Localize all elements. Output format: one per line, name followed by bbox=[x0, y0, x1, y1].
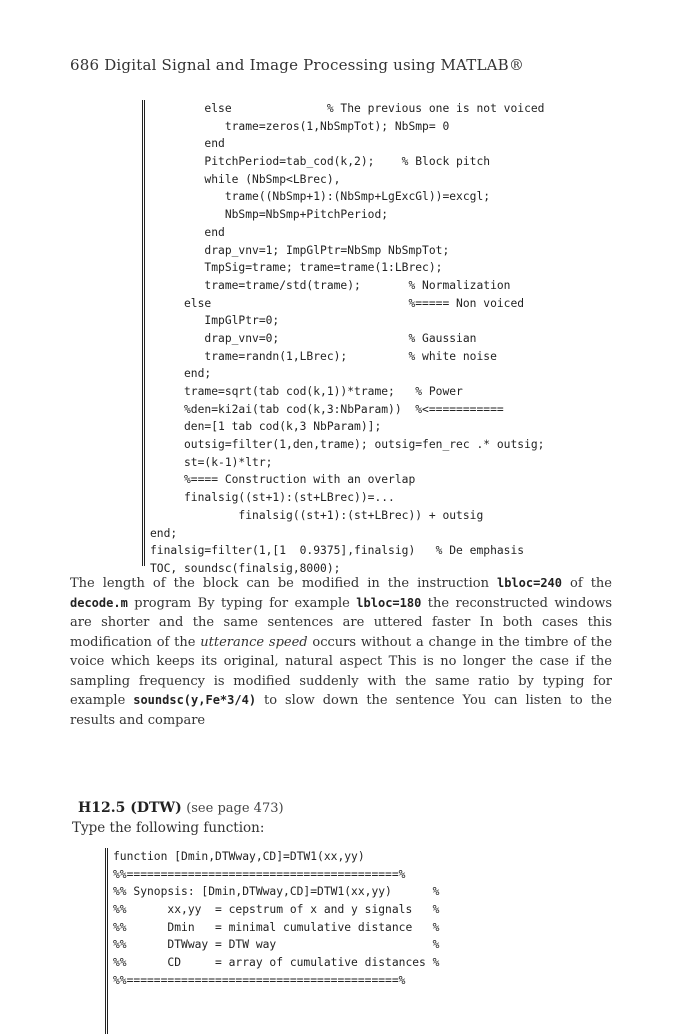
inline-code: soundsc(y,Fe*3/4) bbox=[133, 693, 257, 707]
code-line: function [Dmin,DTWway,CD]=DTW1(xx,yy) bbox=[113, 850, 365, 863]
code-line: trame=randn(1,LBrec); % white noise bbox=[150, 349, 497, 363]
code-line: %% xx,yy = cepstrum of x and y signals % bbox=[113, 903, 440, 917]
code-line: %den=ki2ai(tab cod(k,3:NbParam)) %<=========== bbox=[150, 402, 504, 416]
paragraph-text: of the bbox=[562, 576, 612, 591]
code-line: TmpSig=trame; trame=trame(1:LBrec); bbox=[150, 261, 443, 275]
code-line: %% CD = array of cumulative distances % bbox=[113, 956, 440, 970]
code-line: trame=trame/std(trame); % Normalization bbox=[150, 278, 511, 292]
code-line: %%========================================% bbox=[113, 867, 406, 881]
paragraph-text: the reconstructed windows are shorter and the same sentences are uttered faster In both cases this modification of the bbox=[70, 595, 612, 650]
emphasis-text: utterance speed bbox=[200, 634, 308, 650]
code-line: %==== Construction with an overlap bbox=[150, 473, 416, 487]
code-line: PitchPeriod=tab_cod(k,2); % Block pitch bbox=[150, 155, 491, 169]
body-paragraph bbox=[70, 574, 612, 730]
code-line: trame=sqrt(tab cod(k,1))*trame; % Power bbox=[150, 385, 463, 398]
code-line: %% Dmin = minimal cumulative distance % bbox=[113, 920, 440, 934]
section-heading bbox=[78, 800, 284, 816]
section-title: H12.5 (DTW) bbox=[78, 800, 182, 816]
code-line: %% Synopsis: [Dmin,DTWway,CD]=DTW1(xx,yy) % bbox=[113, 885, 440, 899]
page-reference: (see page 473) bbox=[186, 801, 284, 816]
code-line: finalsig((st+1):(st+LBrec))=... bbox=[150, 491, 395, 505]
section-intro: Type the following function: bbox=[72, 820, 265, 836]
code-line: drap_vnv=1; ImpGlPtr=NbSmp NbSmpTot; bbox=[150, 243, 450, 257]
code-line: %% DTWway = DTW way % bbox=[113, 938, 440, 952]
inline-code: decode.m bbox=[70, 595, 128, 610]
code-line: end; bbox=[150, 526, 178, 540]
inline-code: lbloc=240 bbox=[496, 576, 563, 590]
code-line: TOC, soundsc(finalsig,8000); bbox=[150, 561, 341, 575]
code-line: ImpGlPtr=0; bbox=[150, 314, 280, 328]
code-line: finalsig=filter(1,[1 0.9375],finalsig) % De emphasis bbox=[150, 544, 525, 558]
code-line: end bbox=[150, 225, 225, 239]
code-line: trame=zeros(1,NbSmpTot); NbSmp= 0 bbox=[150, 119, 450, 133]
paragraph-text: The length of the block can be modified in the instruction bbox=[70, 576, 497, 591]
inline-code: lbloc=180 bbox=[356, 595, 422, 610]
paragraph-text: occurs without a change in the timbre of the voice which keeps its original, natural aspect This is no longer the case if the sampling frequency is modified suddenly with the same ratio by typing for example bbox=[70, 634, 613, 708]
code-line: outsig=filter(1,den,trame); outsig=fen_rec .* outsig; bbox=[150, 438, 545, 452]
paragraph-text: program By typing for example bbox=[127, 595, 357, 611]
code-line: trame((NbSmp+1):(NbSmp+LgExcGl))=excgl; bbox=[150, 190, 491, 204]
code-line: st=(k-1)*ltr; bbox=[150, 455, 273, 469]
code-line: else % The previous one is not voiced bbox=[150, 102, 545, 115]
code-listing-dtw bbox=[105, 848, 439, 1034]
code-listing-decode bbox=[142, 100, 545, 575]
code-line: NbSmp=NbSmp+PitchPeriod; bbox=[150, 208, 389, 222]
code-line: end bbox=[150, 137, 225, 151]
code-line: while (NbSmp<LBrec), bbox=[150, 172, 341, 186]
code-line: den=[1 tab cod(k,3 NbParam)]; bbox=[150, 420, 382, 434]
code-line: end; bbox=[150, 367, 212, 381]
code-line: finalsig((st+1):(st+LBrec)) + outsig bbox=[150, 508, 484, 522]
code-line: drap_vnv=0; % Gaussian bbox=[150, 331, 477, 345]
running-head: 686 Digital Signal and Image Processing using MATLAB® bbox=[70, 56, 525, 74]
code-line: %%========================================% bbox=[113, 973, 406, 987]
paragraph-text: to slow down the sentence You can listen to the results and compare bbox=[70, 693, 612, 728]
code-line: else %===== Non voiced bbox=[150, 296, 525, 310]
